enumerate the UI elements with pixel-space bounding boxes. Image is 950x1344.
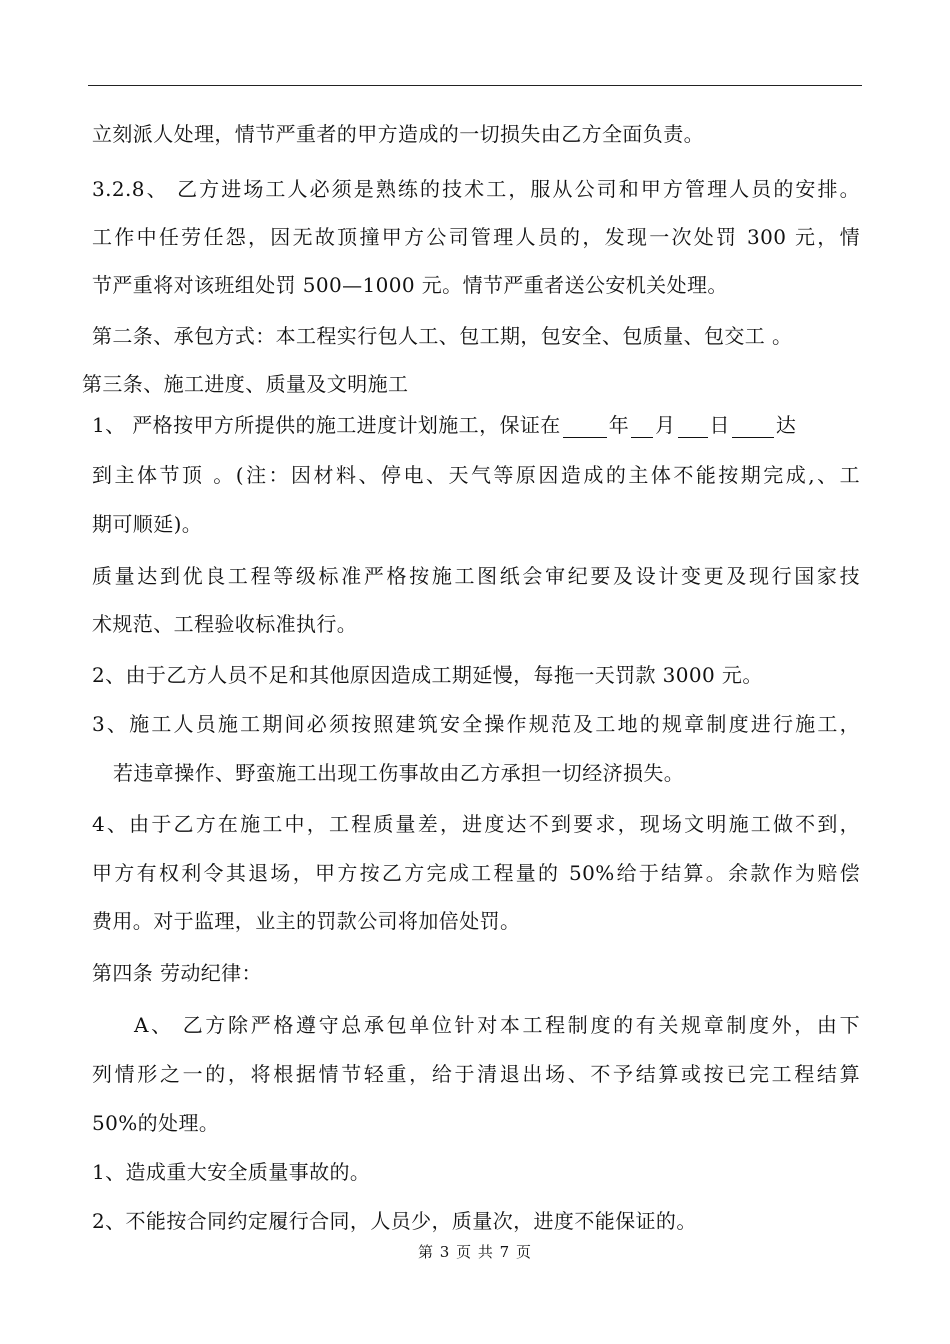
text-line: 期可顺延)。 <box>92 512 203 536</box>
text-line: 1、造成重大安全质量事故的。 <box>92 1160 371 1184</box>
header-rule <box>88 85 862 86</box>
text-line: 工作中任劳任怨，因无故顶撞甲方公司管理人员的，发现一次处罚 300 元，情 <box>92 225 860 249</box>
text-line: 节严重将对该班组处罚 500—1000 元。情节严重者送公安机关处理。 <box>92 273 728 297</box>
text-line: 4、由于乙方在施工中，工程质量差，进度达不到要求，现场文明施工做不到， <box>92 812 860 836</box>
month-label: 月 <box>655 413 676 437</box>
clause-text-end: 达 <box>775 413 797 437</box>
text-line-with-blanks <box>92 412 796 438</box>
text-line: 甲方有权利令其退场，甲方按乙方完成工程量的 50%给于结算。余款作为赔偿 <box>92 861 860 885</box>
text-line: 立刻派人处理，情节严重者的甲方造成的一切损失由乙方全面负责。 <box>92 122 704 146</box>
text-line: 2、不能按合同约定履行合同，人员少，质量次，进度不能保证的。 <box>92 1209 697 1233</box>
text-line: 质量达到优良工程等级标准严格按施工图纸会审纪要及设计变更及现行国家技 <box>92 564 860 588</box>
text-line: 若违章操作、野蛮施工出现工伤事故由乙方承担一切经济损失。 <box>113 761 685 785</box>
year-label: 年 <box>608 413 630 437</box>
day-blank <box>678 415 708 438</box>
year-blank <box>563 415 607 438</box>
text-line: 列情形之一的，将根据情节轻重，给于清退出场、不予结算或按已完工程结算 <box>92 1062 860 1086</box>
section-heading: 第四条 劳动纪律： <box>92 961 262 985</box>
section-heading: 第三条、施工进度、质量及文明施工 <box>82 372 409 396</box>
text-line: 3、施工人员施工期间必须按照建筑安全操作规范及工地的规章制度进行施工， <box>92 712 860 736</box>
day-label: 日 <box>709 413 730 437</box>
text-line: 到主体节顶 。(注：因材料、停电、天气等原因造成的主体不能按期完成,、工 <box>92 463 860 487</box>
page-number-footer: 第 3 页 共 7 页 <box>418 1243 532 1261</box>
text-line: 2、由于乙方人员不足和其他原因造成工期延慢，每拖一天罚款 3000 元。 <box>92 663 763 687</box>
text-line: 第二条、承包方式：本工程实行包人工、包工期，包安全、包质量、包交工 。 <box>92 324 793 348</box>
text-line: 费用。对于监理，业主的罚款公司将加倍处罚。 <box>92 909 521 933</box>
text-line: A、 乙方除严格遵守总承包单位针对本工程制度的有关规章制度外，由下 <box>134 1013 860 1037</box>
text-line: 术规范、工程验收标准执行。 <box>92 612 358 636</box>
text-line: 3.2.8、 乙方进场工人必须是熟练的技术工，服从公司和甲方管理人员的安排。 <box>92 177 860 201</box>
month-blank <box>631 415 653 438</box>
text-line: 50%的处理。 <box>92 1111 220 1135</box>
clause-text: 1、 严格按甲方所提供的施工进度计划施工，保证在 <box>92 413 561 437</box>
blank <box>732 415 774 438</box>
